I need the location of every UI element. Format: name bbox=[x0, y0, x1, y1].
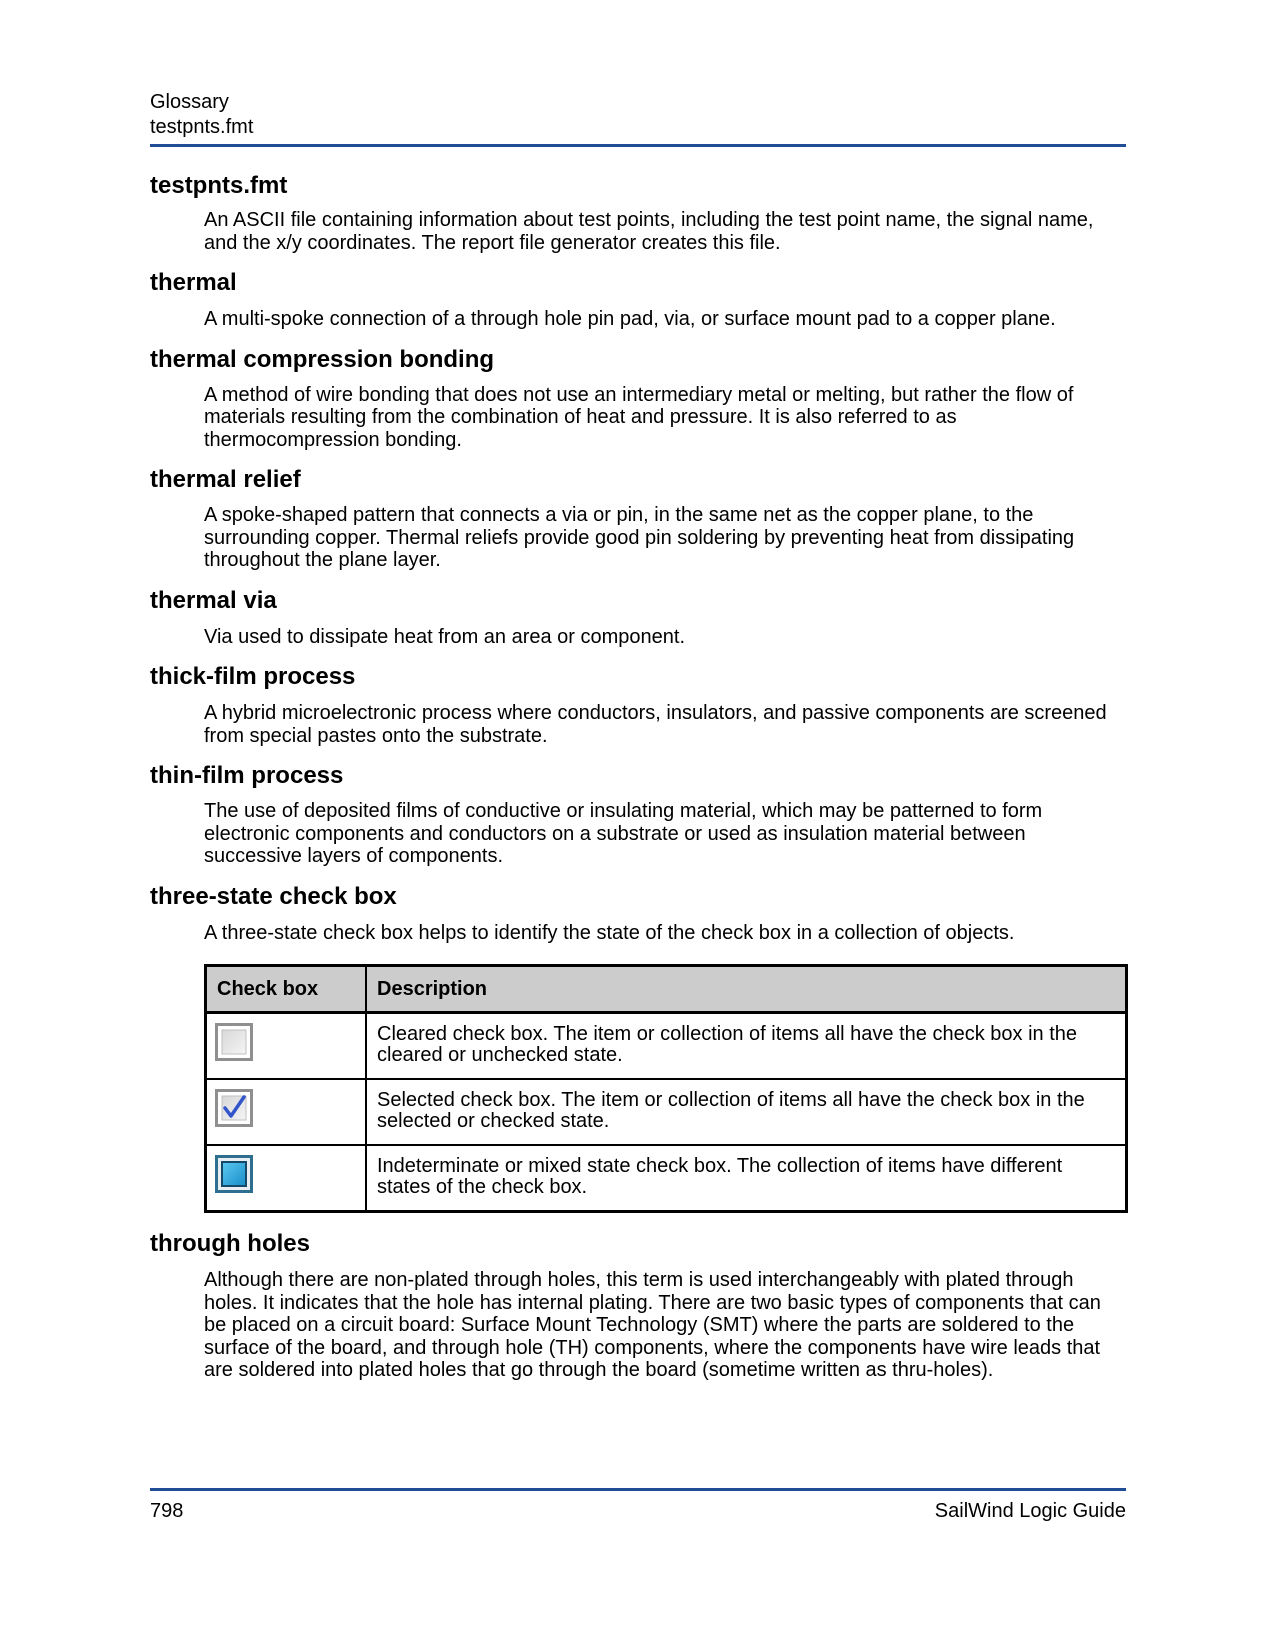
entry-term: thin-film process bbox=[150, 762, 344, 789]
table-row bbox=[206, 1013, 1127, 1080]
entry-definition: A spoke-shaped pattern that connects a via or pin, in the same net as the copper plane, to the surrounding copper. Thermal reliefs provide good pin soldering by preventing heat from dissipating throughout the plane layer. bbox=[204, 504, 1075, 571]
entry-definition: A three-state check box helps to identify the state of the check box in a collection of objects. bbox=[204, 921, 1015, 944]
entry-definition: A multi-spoke connection of a through hole pin pad, via, or surface mount pad to a copper plane. bbox=[204, 308, 1056, 330]
guide-title: SailWind Logic Guide bbox=[934, 1500, 1126, 1522]
entry-term: through holes bbox=[150, 1230, 310, 1257]
entry-definition: The use of deposited films of conductive or insulating material, which may be patterned to form electronic components and conductors on a substrate or used as insulation material between successive layers of components. bbox=[204, 800, 1043, 867]
selected-checkbox-icon bbox=[215, 1089, 253, 1127]
entry-term: thick-film process bbox=[150, 663, 356, 690]
running-header bbox=[150, 90, 1126, 140]
entry-definition: Via used to dissipate heat from an area or component. bbox=[204, 625, 686, 648]
table-row bbox=[206, 1145, 1127, 1212]
icon-cell bbox=[206, 1079, 367, 1145]
table-header-row bbox=[206, 966, 1127, 1013]
page-footer bbox=[150, 1488, 1126, 1523]
entry-term: thermal compression bonding bbox=[150, 345, 495, 373]
entry-definition: A method of wire bonding that does not use an intermediary metal or melting, but rather the flow of materials resulting from the combination of heat and pressure. It is also referred to as thermocompression bonding. bbox=[204, 383, 1074, 451]
footer-rule bbox=[150, 1488, 1126, 1491]
glossary-entry bbox=[150, 662, 1126, 747]
entry-term: testpnts.fmt bbox=[150, 172, 288, 199]
glossary-entry bbox=[150, 171, 1126, 254]
description-cell: Cleared check box. The item or collection of items all have the check box in the cleared or unchecked state. bbox=[366, 1013, 1127, 1080]
entry-term: thermal via bbox=[150, 586, 277, 614]
entry-term: three-state check box bbox=[150, 882, 397, 910]
icon-cell bbox=[206, 1145, 367, 1212]
glossary-entry bbox=[150, 465, 1126, 572]
checkbox-states-table bbox=[204, 964, 1128, 1213]
indeterminate-checkbox-icon bbox=[215, 1155, 253, 1193]
description-cell: Indeterminate or mixed state check box. The collection of items have different states of the check box. bbox=[366, 1145, 1127, 1212]
glossary-entry bbox=[150, 268, 1126, 331]
header-section: Glossary bbox=[150, 91, 229, 113]
header-subsection: testpnts.fmt bbox=[150, 116, 254, 138]
entry-term: thermal bbox=[150, 269, 237, 296]
glossary-entry bbox=[150, 586, 1126, 649]
column-header-check-box: Check box bbox=[206, 966, 367, 1013]
glossary-entry bbox=[150, 882, 1126, 1214]
entry-definition: A hybrid microelectronic process where conductors, insulators, and passive components are screened from special pastes onto the substrate. bbox=[204, 702, 1107, 747]
entry-term: thermal relief bbox=[150, 466, 301, 493]
glossary-entry bbox=[150, 345, 1126, 452]
entry-definition: An ASCII file containing information about test points, including the test point name, the signal name, and the x/y coordinates. The report file generator creates this file. bbox=[204, 209, 1094, 254]
entry-definition: Although there are non-plated through holes, this term is used interchangeably with plated through holes. It indicates that the hole has internal plating. There are two basic types of components that can be placed on a circuit board: Surface Mount Technology (SMT) where the parts are soldered to the surface of the board, and through hole (TH) components, where the components have wire leads that are soldered into plated holes that go through the board (sometime written as thru-holes). bbox=[204, 1269, 1101, 1381]
glossary-entry bbox=[150, 1229, 1126, 1382]
header-rule bbox=[150, 144, 1126, 147]
column-header-description: Description bbox=[366, 966, 1127, 1013]
table-row bbox=[206, 1079, 1127, 1145]
glossary-entry bbox=[150, 761, 1126, 868]
page-number: 798 bbox=[150, 1500, 184, 1522]
page-body bbox=[150, 90, 1126, 1396]
cleared-checkbox-icon bbox=[215, 1023, 253, 1061]
description-cell: Selected check box. The item or collection of items all have the check box in the selected or checked state. bbox=[366, 1079, 1127, 1145]
icon-cell bbox=[206, 1013, 367, 1080]
